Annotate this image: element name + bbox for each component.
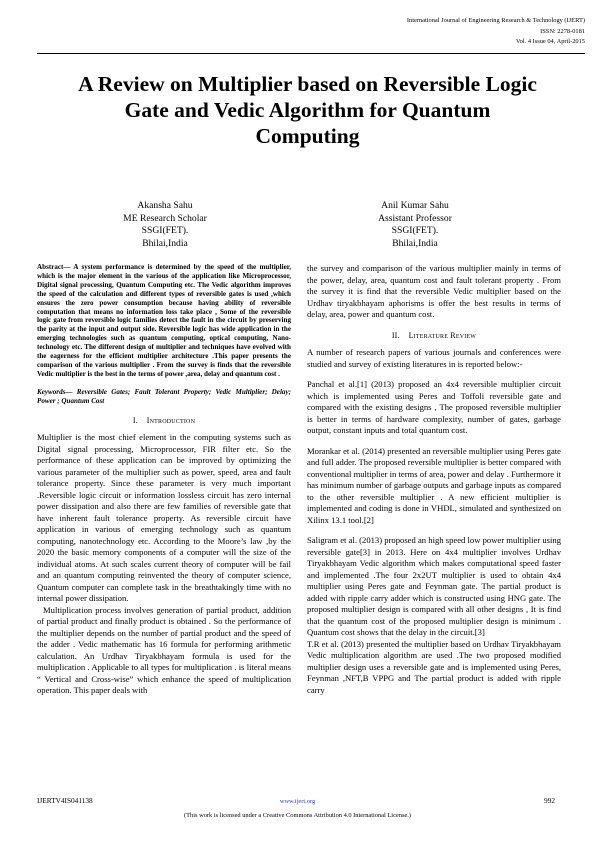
journal-name: International Journal of Engineering Research & Technology (IJERT)	[406, 17, 585, 24]
journal-volume: Vol. 4 Issue 04, April-2015	[515, 38, 585, 45]
author-name: Akansha Sahu	[137, 200, 193, 211]
author-block-1	[95, 200, 235, 250]
section-title: Literature Review	[408, 330, 477, 340]
left-column	[37, 263, 291, 697]
review-paragraph: Panchal et al.[1] (2013) proposed an 4x4 reversible multiplier circuit which is implemented using Peres and Toffoli reversible gate and compared with the existing designs , The proposed reversible multiplier is better in terms of hardware complexity, number of gates, garbage output, constant inputs and total quantum cost.	[307, 379, 561, 435]
intro-paragraph-continued: the survey and comparison of the various multiplier mainly in terms of the power, delay, area, quantum cost and fault tolerant property . From the survey it is find that the reversible Vedic multiplier based on the Urdhav tiryakbhayam aphorisms is offer the best results in terms of delay, area, power and quantum cost.	[307, 263, 561, 319]
author-block-2	[345, 200, 485, 250]
author-name: Anil Kumar Sahu	[381, 200, 449, 211]
title-line: A Review on Multiplier based on Reversible Logic	[78, 72, 537, 96]
author-org: SSGI(FET).	[391, 225, 439, 236]
section-heading-literature-review	[307, 330, 561, 342]
author-role: Assistant Professor	[378, 212, 452, 224]
section-number: I.	[132, 415, 138, 425]
footer-paper-id: IJERTV4IS041138	[37, 796, 93, 805]
intro-paragraph: Multiplication process involves generation of partial product, addition of partial product and finally product is obtained . So the performance of the multiplier depends on the number of partial product and the speed of the adder . Vedic mathematic has 16 formula for performing arithmetic calculation. An Urdhav Tiryakbhayam formula is used for the multiplication . Applicable to all types for multiplication . is literal means “ Vertical and Cross-wise” which enhance the speed of multiplication operation. This paper deals with	[37, 604, 291, 696]
review-paragraph: T.R et al. (2013) presented the multiplier based on Urdhav Tiryakbhayam Vedic multiplication algorithm are used .The two proposed modified multiplier design uses a reversible gate and is implemented using Peres, Feynman ,NFT,B VPPG and The partial product is added with ripple carry	[307, 638, 561, 695]
section-title: Introduction	[146, 415, 196, 425]
author-role: ME Research Scholar	[123, 212, 207, 224]
footer-license: (This work is licensed under a Creative Commons Attribution 4.0 International License.)	[184, 812, 411, 819]
footer-website-link[interactable]: www.ijert.org	[279, 798, 316, 805]
keywords-label: Keywords—	[37, 387, 73, 396]
title-line: Gate and Vedic Algorithm for Quantum	[124, 98, 491, 122]
header-rule	[37, 53, 585, 54]
keywords	[37, 388, 291, 406]
section-number: II.	[391, 330, 400, 340]
author-place: Bhilai,India	[392, 237, 438, 249]
author-place: Bhilai,India	[142, 237, 188, 249]
keywords-text: Reversible Gates; Fault Tolerant Property; Vedic Multiplier; Delay; Power ; Quantum Cost	[37, 387, 291, 405]
footer-page-number: 992	[544, 796, 555, 805]
journal-header	[285, 16, 585, 48]
abstract: Abstract— A system performance is determined by the speed of the multiplier, which is the major element in the various of the application like Microprocessor, Digital signal processing, Quantum Computing etc. The Vedic algorithm improves the speed of the calculation and different types of reversible gates is used ,which ensures the zero power consumption because having ability of reversible computation that means no information loss take place , Some of the reversible logic gate from reversible logic families detect the fault in the circuit by preserving the parity at the input and output side. Reversible logic has wide application in the emerging technologies such as quantum computing, optical computing, Nano-technology etc. The different design of multiplier and techniques have evolved with the eagerness for the efficient multiplier architecture .This paper presents the comparison of the various multiplier . From the survey is finds that the reversible Vedic multiplier is the best in the terms of power ,area, delay and quantum cost .	[37, 263, 291, 378]
review-paragraph: Morankar et al. (2014) presented an reversible multiplier using Peres gate and full adder. The proposed reversible multiplier is better compared with conventional multiplier in terms of area, power and delay . Furthermore it has minimum number of garbage outputs and garbage inputs as compared to the other reversible multiplier . A new efficient multiplier is implemented and coding is done in VHDL, simulated and synthesized on Xilinx 13.1 tool.[2]	[307, 445, 561, 525]
review-paragraph: Saligram et al. (2013) proposed an high speed low power multiplier using reversible gate[3] in 2013. Here on 4x4 multiplier involves Urdhav Tiryakbhayam Vedic algorithm which makes computational speed faster and implemented .The four 2x2UT multiplier is used to obtain 4x4 multiplier using Peres gate and Feynman gate. The partial product is added with ripple carry adder which is constructed using HNG gate. The proposed multiplier design is compared with all other designs , It is find that the quantum cost of the proposed multiplier design is minimum . Quantum cost shows that the delay in the circuit.[3]	[307, 535, 561, 637]
paper-title	[30, 71, 585, 149]
journal-issn: ISSN: 2278-0181	[540, 27, 585, 35]
review-paragraph: A number of research papers of various journals and conferences were studied and survey of existing literatures in is reported below:-	[307, 347, 561, 369]
right-column	[307, 263, 561, 696]
title-line: Computing	[255, 124, 360, 148]
section-heading-introduction	[37, 415, 291, 427]
author-org: SSGI(FET).	[141, 225, 189, 236]
intro-paragraph: Multiplier is the most chief element in the computing systems such as Digital signal processing, Microprocessor, FIR filter etc. So the performance of these application can be improved by optimizing the various parameter of the multiplier such as power, speed, area and fault tolerance property. Since these parameter is very much important .Reversible logic circuit or information lossless circuit has zero internal power dissipation and also there are few families of reversible gate that have inherent fault tolerance property. As reversible circuit have application in various of emerging technology such as quantum computing, nanotechnology etc. According to the Moore’s law ,by the 2020 the basic memory components of a computer will the size of the individual atoms. At such scales current theory of computer will be fail and an quantum computing reinvented the theory of computer science, Quantum computer can complete task in the breathtakingly time with no internal power dissipation.	[37, 432, 291, 604]
